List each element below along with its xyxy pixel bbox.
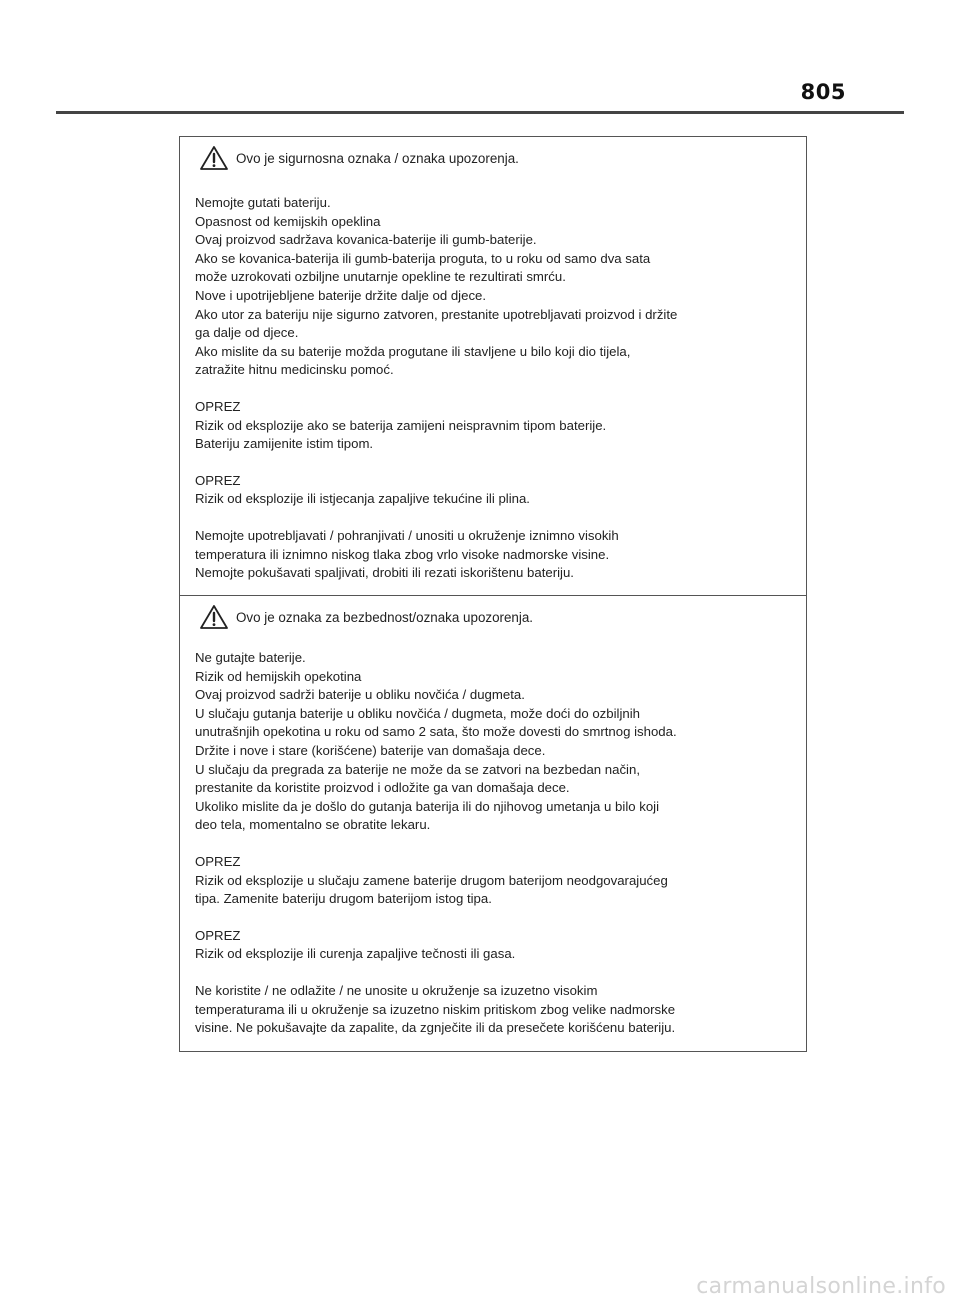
text-line: Rizik od eksplozije u slučaju zamene baterije drugom baterijom neodgovarajućeg — [195, 872, 668, 888]
text-line: zatražite hitnu medicinsku pomoć. — [195, 362, 394, 378]
panel-heading — [199, 604, 796, 630]
caution-label: OPREZ — [195, 398, 241, 414]
text-line: ga dalje od djece. — [195, 325, 299, 341]
text-line: prestanite da koristite proizvod i odložite ga van domašaja dece. — [195, 780, 570, 796]
text-block-environment — [195, 527, 796, 583]
text-line: Nemojte pokušavati spaljivati, drobiti ili rezati iskorištenu bateriju. — [195, 565, 574, 581]
text-line: Bateriju zamijenite istim tipom. — [195, 436, 374, 452]
caution-label: OPREZ — [195, 472, 241, 488]
text-line: Nemojte upotrebljavati / pohranjivati / unositi u okruženje iznimno visokih — [195, 527, 619, 543]
text-line: Rizik od eksplozije ili curenja zapaljive tečnosti ili gasa. — [195, 946, 516, 962]
text-line: Ako mislite da su baterije možda progutane ili stavljene u bilo koji dio tijela, — [195, 343, 631, 359]
caution-label: OPREZ — [195, 853, 241, 869]
text-block-caution-2 — [195, 472, 796, 509]
text-line: Opasnost od kemijskih opeklina — [195, 213, 381, 229]
warning-triangle-icon — [199, 145, 229, 171]
text-line: Ne koristite / ne odlažite / ne unosite u okruženje sa izuzetno visokim — [195, 982, 598, 998]
text-line: Rizik od eksplozije ili istjecanja zapaljive tekućine ili plina. — [195, 491, 530, 507]
text-line: Ovaj proizvod sadržava kovanica-baterije ili gumb-baterije. — [195, 232, 537, 248]
text-line: Ako utor za bateriju nije sigurno zatvoren, prestanite upotrebljavati proizvod i držite — [195, 306, 678, 322]
panel-heading-text: Ovo je oznaka za bezbednost/oznaka upozorenja. — [236, 609, 534, 625]
warning-triangle-icon — [199, 604, 229, 630]
text-line: Ovaj proizvod sadrži baterije u obliku novčića / dugmeta. — [195, 687, 525, 703]
panel-heading-text: Ovo je sigurnosna oznaka / oznaka upozorenja. — [236, 150, 519, 166]
warning-panel-serbian — [180, 595, 806, 1051]
text-line: Ukoliko mislite da je došlo do gutanja baterija ili do njihovog umetanja u bilo koji — [195, 798, 660, 814]
text-line: Ako se kovanica-baterija ili gumb-baterija proguta, to u roku od samo dva sata — [195, 250, 651, 266]
text-block-caution-1 — [195, 398, 796, 454]
text-block-caution-1 — [195, 853, 796, 909]
text-line: deo tela, momentalno se obratite lekaru. — [195, 817, 431, 833]
page-number: 805 — [800, 80, 846, 104]
text-line: Ne gutajte baterije. — [195, 650, 306, 665]
text-line: Nemojte gutati bateriju. — [195, 195, 331, 210]
text-line: Držite i nove i stare (korišćene) baterije van domašaja dece. — [195, 742, 546, 758]
text-line: U slučaju da pregrada za baterije ne može da se zatvori na bezbedan način, — [195, 761, 640, 777]
text-block-intro — [195, 194, 796, 380]
text-line: može uzrokovati ozbiljne unutarnje opekline te rezultirati smrću. — [195, 269, 566, 285]
text-line: visine. Ne pokušavajte da zapalite, da zgnječite ili da presečete korišćenu bateriju. — [195, 1020, 676, 1036]
text-line: Rizik od hemijskih opekotina — [195, 668, 362, 684]
header-rule — [56, 111, 904, 114]
text-line: Rizik od eksplozije ako se baterija zamijeni neispravnim tipom baterije. — [195, 417, 607, 433]
text-line: tipa. Zamenite bateriju drugom baterijom istog tipa. — [195, 891, 492, 907]
text-line: temperatura ili iznimno niskog tlaka zbog vrlo visoke nadmorske visine. — [195, 546, 610, 562]
text-line: U slučaju gutanja baterije u obliku novčića / dugmeta, može doći do ozbiljnih — [195, 705, 640, 721]
text-line: Nove i upotrijebljene baterije držite dalje od djece. — [195, 287, 487, 303]
caution-label: OPREZ — [195, 927, 241, 943]
text-block-caution-2 — [195, 927, 796, 964]
text-line: temperaturama ili u okruženje sa izuzetno niskim pritiskom zbog velike nadmorske — [195, 1001, 676, 1017]
warning-panel-croatian — [180, 137, 806, 595]
panel-heading — [199, 145, 796, 171]
text-block-environment — [195, 982, 796, 1038]
site-watermark: carmanualsonline.info — [696, 1274, 946, 1299]
text-block-intro — [195, 649, 796, 835]
battery-warning-box — [179, 136, 807, 1052]
text-line: unutrašnjih opekotina u roku od samo 2 sata, što može dovesti do smrtnog ishoda. — [195, 724, 677, 740]
